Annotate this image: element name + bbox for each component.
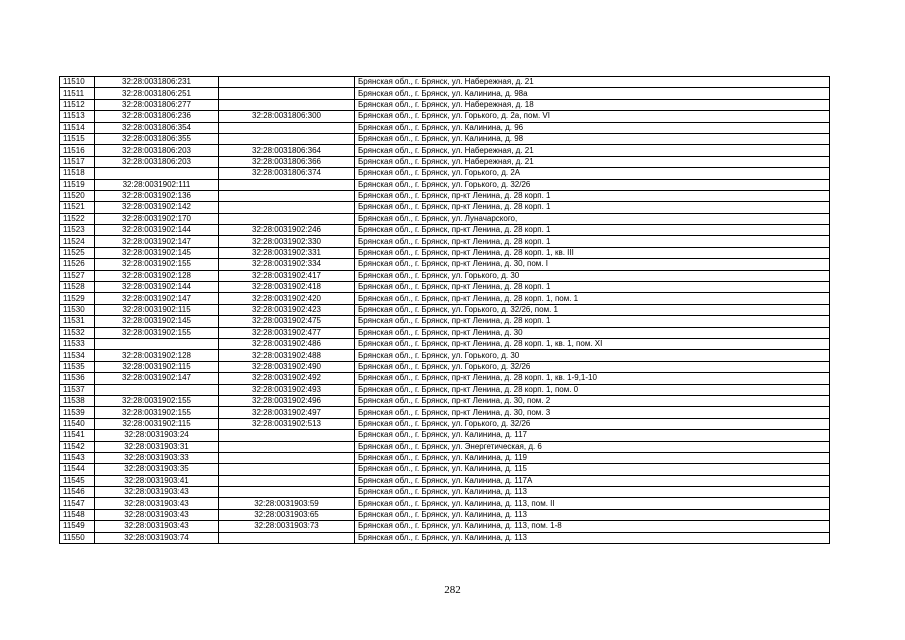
- address-cell: Брянская обл., г. Брянск, ул. Горького, д. 32/26, пом. 1: [355, 304, 830, 315]
- cadastral-number-cell: 32:28:0031903:33: [95, 452, 219, 463]
- row-number-cell: 11550: [60, 532, 95, 543]
- cadastral-number-cell: 32:28:0031902:144: [95, 282, 219, 293]
- table-row: [60, 236, 830, 247]
- address-cell: Брянская обл., г. Брянск, ул. Горького, д. 2а, пом. VI: [355, 111, 830, 122]
- table-row: [60, 282, 830, 293]
- address-cell: Брянская обл., г. Брянск, ул. Калинина, д. 98а: [355, 88, 830, 99]
- cadastral-number-cell: [95, 384, 219, 395]
- row-number-cell: 11538: [60, 395, 95, 406]
- cadastral-number-cell: 32:28:0031902:115: [95, 418, 219, 429]
- table-row: [60, 475, 830, 486]
- cadastral-number-cell: 32:28:0031902:147: [95, 373, 219, 384]
- cadastral-number-cell: 32:28:0031806:355: [95, 133, 219, 144]
- linked-cadastral-number-cell: 32:28:0031902:334: [219, 259, 355, 270]
- table-row: [60, 384, 830, 395]
- cadastral-number-cell: 32:28:0031903:35: [95, 464, 219, 475]
- cadastral-number-cell: [95, 168, 219, 179]
- row-number-cell: 11536: [60, 373, 95, 384]
- table-row: [60, 498, 830, 509]
- address-cell: Брянская обл., г. Брянск, ул. Калинина, д. 117: [355, 430, 830, 441]
- linked-cadastral-number-cell: 32:28:0031902:496: [219, 395, 355, 406]
- row-number-cell: 11518: [60, 168, 95, 179]
- cadastral-number-cell: 32:28:0031902:111: [95, 179, 219, 190]
- cadastral-number-cell: 32:28:0031806:354: [95, 122, 219, 133]
- table-body: [60, 77, 830, 544]
- linked-cadastral-number-cell: [219, 532, 355, 543]
- table-row: [60, 111, 830, 122]
- table-row: [60, 532, 830, 543]
- row-number-cell: 11523: [60, 225, 95, 236]
- cadastral-number-cell: 32:28:0031903:24: [95, 430, 219, 441]
- linked-cadastral-number-cell: 32:28:0031902:418: [219, 282, 355, 293]
- address-cell: Брянская обл., г. Брянск, ул. Горького, д. 32/26: [355, 361, 830, 372]
- row-number-cell: 11511: [60, 88, 95, 99]
- linked-cadastral-number-cell: 32:28:0031902:246: [219, 225, 355, 236]
- linked-cadastral-number-cell: 32:28:0031902:493: [219, 384, 355, 395]
- table-row: [60, 202, 830, 213]
- table-row: [60, 99, 830, 110]
- address-cell: Брянская обл., г. Брянск, ул. Калинина, д. 113: [355, 532, 830, 543]
- row-number-cell: 11534: [60, 350, 95, 361]
- linked-cadastral-number-cell: [219, 190, 355, 201]
- table-row: [60, 441, 830, 452]
- cadastral-number-cell: 32:28:0031902:155: [95, 259, 219, 270]
- address-cell: Брянская обл., г. Брянск, пр-кт Ленина, д. 28 корп. 1: [355, 202, 830, 213]
- table-row: [60, 430, 830, 441]
- address-cell: Брянская обл., г. Брянск, пр-кт Ленина, д. 28 корп. 1, кв. 1, пом. XI: [355, 338, 830, 349]
- address-cell: Брянская обл., г. Брянск, ул. Набережная, д. 21: [355, 156, 830, 167]
- table-row: [60, 270, 830, 281]
- row-number-cell: 11517: [60, 156, 95, 167]
- cadastral-register-table: [59, 76, 830, 544]
- linked-cadastral-number-cell: [219, 464, 355, 475]
- address-cell: Брянская обл., г. Брянск, ул. Калинина, д. 113: [355, 509, 830, 520]
- cadastral-number-cell: 32:28:0031806:251: [95, 88, 219, 99]
- address-cell: Брянская обл., г. Брянск, ул. Калинина, д. 113, пом. 1-8: [355, 521, 830, 532]
- cadastral-number-cell: 32:28:0031806:236: [95, 111, 219, 122]
- cadastral-number-cell: 32:28:0031903:43: [95, 487, 219, 498]
- table-row: [60, 247, 830, 258]
- linked-cadastral-number-cell: 32:28:0031902:331: [219, 247, 355, 258]
- row-number-cell: 11516: [60, 145, 95, 156]
- address-cell: Брянская обл., г. Брянск, пр-кт Ленина, д. 28 корп. 1: [355, 236, 830, 247]
- linked-cadastral-number-cell: [219, 452, 355, 463]
- address-cell: Брянская обл., г. Брянск, ул. Калинина, д. 119: [355, 452, 830, 463]
- linked-cadastral-number-cell: 32:28:0031902:417: [219, 270, 355, 281]
- linked-cadastral-number-cell: [219, 99, 355, 110]
- row-number-cell: 11532: [60, 327, 95, 338]
- address-cell: Брянская обл., г. Брянск, пр-кт Ленина, д. 28 корп. 1: [355, 282, 830, 293]
- address-cell: Брянская обл., г. Брянск, ул. Набережная, д. 21: [355, 145, 830, 156]
- table-row: [60, 225, 830, 236]
- linked-cadastral-number-cell: 32:28:0031903:73: [219, 521, 355, 532]
- cadastral-number-cell: 32:28:0031902:128: [95, 270, 219, 281]
- cadastral-number-cell: 32:28:0031902:142: [95, 202, 219, 213]
- address-cell: Брянская обл., г. Брянск, ул. Калинина, д. 115: [355, 464, 830, 475]
- linked-cadastral-number-cell: [219, 487, 355, 498]
- linked-cadastral-number-cell: [219, 213, 355, 224]
- row-number-cell: 11531: [60, 316, 95, 327]
- row-number-cell: 11522: [60, 213, 95, 224]
- table-row: [60, 395, 830, 406]
- cadastral-number-cell: 32:28:0031902:115: [95, 304, 219, 315]
- linked-cadastral-number-cell: 32:28:0031902:330: [219, 236, 355, 247]
- cadastral-number-cell: [95, 338, 219, 349]
- linked-cadastral-number-cell: 32:28:0031902:497: [219, 407, 355, 418]
- linked-cadastral-number-cell: [219, 133, 355, 144]
- cadastral-number-cell: 32:28:0031902:147: [95, 236, 219, 247]
- row-number-cell: 11510: [60, 77, 95, 88]
- linked-cadastral-number-cell: [219, 77, 355, 88]
- table-row: [60, 418, 830, 429]
- linked-cadastral-number-cell: 32:28:0031902:488: [219, 350, 355, 361]
- linked-cadastral-number-cell: 32:28:0031902:492: [219, 373, 355, 384]
- address-cell: Брянская обл., г. Брянск, пр-кт Ленина, д. 28 корп. 1: [355, 225, 830, 236]
- row-number-cell: 11513: [60, 111, 95, 122]
- cadastral-number-cell: 32:28:0031903:41: [95, 475, 219, 486]
- cadastral-number-cell: 32:28:0031902:128: [95, 350, 219, 361]
- table-row: [60, 156, 830, 167]
- address-cell: Брянская обл., г. Брянск, ул. Горького, д. 32/26: [355, 418, 830, 429]
- linked-cadastral-number-cell: 32:28:0031902:477: [219, 327, 355, 338]
- row-number-cell: 11535: [60, 361, 95, 372]
- row-number-cell: 11549: [60, 521, 95, 532]
- row-number-cell: 11530: [60, 304, 95, 315]
- table-row: [60, 293, 830, 304]
- address-cell: Брянская обл., г. Брянск, ул. Калинина, д. 117А: [355, 475, 830, 486]
- address-cell: Брянская обл., г. Брянск, ул. Горького, д. 30: [355, 350, 830, 361]
- cadastral-number-cell: 32:28:0031806:203: [95, 156, 219, 167]
- address-cell: Брянская обл., г. Брянск, пр-кт Ленина, д. 30, пом. 3: [355, 407, 830, 418]
- row-number-cell: 11526: [60, 259, 95, 270]
- address-cell: Брянская обл., г. Брянск, ул. Набережная, д. 18: [355, 99, 830, 110]
- linked-cadastral-number-cell: [219, 475, 355, 486]
- table-row: [60, 327, 830, 338]
- table-row: [60, 168, 830, 179]
- table-row: [60, 338, 830, 349]
- row-number-cell: 11537: [60, 384, 95, 395]
- address-cell: Брянская обл., г. Брянск, ул. Калинина, д. 96: [355, 122, 830, 133]
- row-number-cell: 11545: [60, 475, 95, 486]
- address-cell: Брянская обл., г. Брянск, пр-кт Ленина, д. 28 корп. 1, кв. 1-9,1-10: [355, 373, 830, 384]
- linked-cadastral-number-cell: 32:28:0031806:300: [219, 111, 355, 122]
- row-number-cell: 11529: [60, 293, 95, 304]
- address-cell: Брянская обл., г. Брянск, ул. Энергетическая, д. 6: [355, 441, 830, 452]
- address-cell: Брянская обл., г. Брянск, пр-кт Ленина, д. 30: [355, 327, 830, 338]
- table-row: [60, 464, 830, 475]
- linked-cadastral-number-cell: 32:28:0031902:490: [219, 361, 355, 372]
- cadastral-number-cell: 32:28:0031902:144: [95, 225, 219, 236]
- row-number-cell: 11542: [60, 441, 95, 452]
- cadastral-number-cell: 32:28:0031902:147: [95, 293, 219, 304]
- address-cell: Брянская обл., г. Брянск, пр-кт Ленина, д. 28 корп. 1: [355, 316, 830, 327]
- cadastral-number-cell: 32:28:0031902:145: [95, 316, 219, 327]
- linked-cadastral-number-cell: [219, 202, 355, 213]
- table-row: [60, 350, 830, 361]
- address-cell: Брянская обл., г. Брянск, ул. Горького, д. 2А: [355, 168, 830, 179]
- address-cell: Брянская обл., г. Брянск, ул. Калинина, д. 113: [355, 487, 830, 498]
- address-cell: Брянская обл., г. Брянск, ул. Калинина, д. 98: [355, 133, 830, 144]
- address-cell: Брянская обл., г. Брянск, пр-кт Ленина, д. 28 корп. 1, пом. 0: [355, 384, 830, 395]
- cadastral-number-cell: 32:28:0031806:203: [95, 145, 219, 156]
- row-number-cell: 11533: [60, 338, 95, 349]
- cadastral-number-cell: 32:28:0031902:136: [95, 190, 219, 201]
- row-number-cell: 11514: [60, 122, 95, 133]
- cadastral-number-cell: 32:28:0031903:31: [95, 441, 219, 452]
- row-number-cell: 11543: [60, 452, 95, 463]
- address-cell: Брянская обл., г. Брянск, пр-кт Ленина, д. 30, пом. I: [355, 259, 830, 270]
- cadastral-number-cell: 32:28:0031902:115: [95, 361, 219, 372]
- row-number-cell: 11520: [60, 190, 95, 201]
- linked-cadastral-number-cell: 32:28:0031806:364: [219, 145, 355, 156]
- linked-cadastral-number-cell: [219, 179, 355, 190]
- table-row: [60, 133, 830, 144]
- address-cell: Брянская обл., г. Брянск, ул. Горького, д. 32/26: [355, 179, 830, 190]
- cadastral-number-cell: 32:28:0031903:43: [95, 498, 219, 509]
- cadastral-number-cell: 32:28:0031903:43: [95, 521, 219, 532]
- row-number-cell: 11512: [60, 99, 95, 110]
- table-row: [60, 521, 830, 532]
- cadastral-number-cell: 32:28:0031902:145: [95, 247, 219, 258]
- cadastral-number-cell: 32:28:0031902:155: [95, 395, 219, 406]
- address-cell: Брянская обл., г. Брянск, ул. Набережная, д. 21: [355, 77, 830, 88]
- address-cell: Брянская обл., г. Брянск, ул. Луначарского,: [355, 213, 830, 224]
- row-number-cell: 11528: [60, 282, 95, 293]
- cadastral-number-cell: 32:28:0031806:231: [95, 77, 219, 88]
- table-row: [60, 452, 830, 463]
- linked-cadastral-number-cell: [219, 441, 355, 452]
- linked-cadastral-number-cell: 32:28:0031902:486: [219, 338, 355, 349]
- row-number-cell: 11546: [60, 487, 95, 498]
- linked-cadastral-number-cell: [219, 122, 355, 133]
- address-cell: Брянская обл., г. Брянск, ул. Горького, д. 30: [355, 270, 830, 281]
- cadastral-number-cell: 32:28:0031902:155: [95, 407, 219, 418]
- table-row: [60, 213, 830, 224]
- row-number-cell: 11541: [60, 430, 95, 441]
- row-number-cell: 11540: [60, 418, 95, 429]
- cadastral-number-cell: 32:28:0031902:155: [95, 327, 219, 338]
- table-row: [60, 361, 830, 372]
- cadastral-number-cell: 32:28:0031903:43: [95, 509, 219, 520]
- table-row: [60, 77, 830, 88]
- linked-cadastral-number-cell: 32:28:0031902:423: [219, 304, 355, 315]
- row-number-cell: 11527: [60, 270, 95, 281]
- table-row: [60, 190, 830, 201]
- table-row: [60, 88, 830, 99]
- cadastral-number-cell: 32:28:0031903:74: [95, 532, 219, 543]
- row-number-cell: 11515: [60, 133, 95, 144]
- table-row: [60, 373, 830, 384]
- linked-cadastral-number-cell: [219, 430, 355, 441]
- linked-cadastral-number-cell: 32:28:0031806:374: [219, 168, 355, 179]
- address-cell: Брянская обл., г. Брянск, пр-кт Ленина, д. 28 корп. 1, пом. 1: [355, 293, 830, 304]
- table-row: [60, 122, 830, 133]
- row-number-cell: 11524: [60, 236, 95, 247]
- row-number-cell: 11525: [60, 247, 95, 258]
- table-row: [60, 304, 830, 315]
- table-row: [60, 407, 830, 418]
- table-row: [60, 259, 830, 270]
- linked-cadastral-number-cell: 32:28:0031903:65: [219, 509, 355, 520]
- linked-cadastral-number-cell: 32:28:0031902:475: [219, 316, 355, 327]
- address-cell: Брянская обл., г. Брянск, пр-кт Ленина, д. 28 корп. 1: [355, 190, 830, 201]
- cadastral-number-cell: 32:28:0031902:170: [95, 213, 219, 224]
- row-number-cell: 11544: [60, 464, 95, 475]
- address-cell: Брянская обл., г. Брянск, ул. Калинина, д. 113, пом. II: [355, 498, 830, 509]
- address-cell: Брянская обл., г. Брянск, пр-кт Ленина, д. 30, пом. 2: [355, 395, 830, 406]
- table-row: [60, 509, 830, 520]
- row-number-cell: 11547: [60, 498, 95, 509]
- table-row: [60, 487, 830, 498]
- table-row: [60, 316, 830, 327]
- address-cell: Брянская обл., г. Брянск, пр-кт Ленина, д. 28 корп. 1, кв. III: [355, 247, 830, 258]
- cadastral-number-cell: 32:28:0031806:277: [95, 99, 219, 110]
- linked-cadastral-number-cell: [219, 88, 355, 99]
- row-number-cell: 11539: [60, 407, 95, 418]
- linked-cadastral-number-cell: 32:28:0031903:59: [219, 498, 355, 509]
- table-row: [60, 145, 830, 156]
- table-row: [60, 179, 830, 190]
- linked-cadastral-number-cell: 32:28:0031902:513: [219, 418, 355, 429]
- linked-cadastral-number-cell: 32:28:0031806:366: [219, 156, 355, 167]
- row-number-cell: 11519: [60, 179, 95, 190]
- linked-cadastral-number-cell: 32:28:0031902:420: [219, 293, 355, 304]
- row-number-cell: 11548: [60, 509, 95, 520]
- row-number-cell: 11521: [60, 202, 95, 213]
- page-number: 282: [444, 584, 461, 596]
